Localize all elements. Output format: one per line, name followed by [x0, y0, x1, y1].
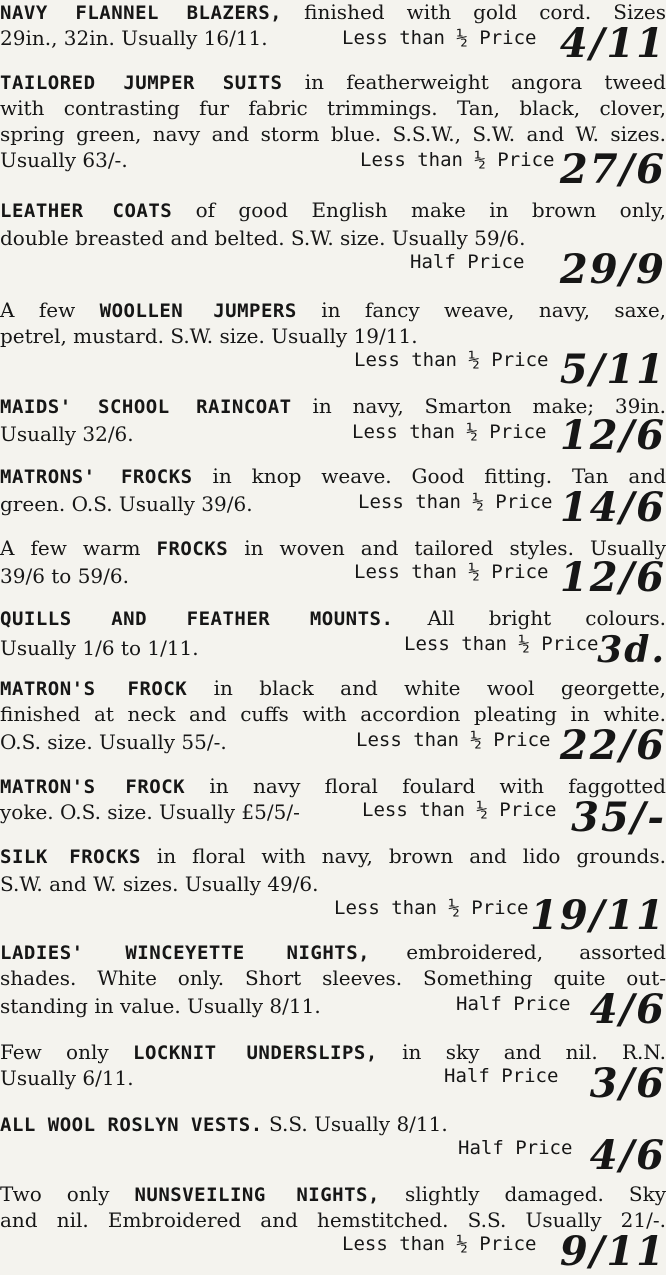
price-label: Half Price: [458, 1137, 573, 1159]
listing-quills-feather-mounts: [0, 606, 666, 672]
price-label: Less than ½ Price: [356, 729, 551, 751]
item-description: A few: [0, 298, 100, 322]
item-description: S.S. Usually 8/11.: [262, 1112, 448, 1136]
sale-price: 19/11: [530, 892, 666, 939]
price-label: Less than ½ Price: [354, 561, 549, 583]
price-label: Less than ½ Price: [358, 491, 553, 513]
price-label: Less than ½ Price: [342, 1233, 537, 1255]
listing-locknit-underslips: [0, 1040, 666, 1110]
sale-price: 12/6: [559, 554, 666, 601]
item-description: All bright colours.: [393, 606, 666, 630]
sale-price: 3/6: [589, 1060, 666, 1107]
price-label: Less than ½ Price: [362, 799, 557, 821]
item-description: in navy, Smarton make; 39in.: [291, 394, 666, 418]
sale-price: 4/6: [589, 1132, 666, 1179]
price-label: Less than ½ Price: [360, 149, 555, 171]
item-description: yoke. O.S. size. Usually £5/5/-: [0, 800, 300, 824]
sale-price: 5/11: [559, 346, 666, 393]
sale-price: 9/11: [559, 1228, 666, 1275]
price-label: Less than ½ Price: [342, 27, 537, 49]
item-heading: MATRONS' FROCKS: [0, 466, 193, 488]
item-description: S.W. and W. sizes. Usually 49/6.: [0, 872, 319, 896]
item-description: in woven and tailored styles. Usually: [228, 536, 666, 560]
item-heading: QUILLS AND FEATHER MOUNTS.: [0, 608, 394, 630]
item-description: in floral with navy, brown and lido grounds.: [140, 844, 666, 868]
item-description: spring green, navy and storm blue. S.S.W., S.W. and W. sizes.: [0, 122, 666, 146]
item-heading: TAILORED JUMPER SUITS: [0, 72, 283, 94]
sale-price: 35/-: [571, 794, 666, 841]
listing-tailored-jumper-suits: [0, 70, 666, 194]
sale-price: 4/11: [559, 20, 666, 67]
price-label: Less than ½ Price: [334, 897, 529, 919]
item-description: with contrasting fur fabric trimmings. Tan, black, clover,: [0, 96, 666, 120]
listing-warm-frocks: [0, 536, 666, 602]
item-heading: LADIES' WINCEYETTE NIGHTS,: [0, 942, 371, 964]
sale-price: 27/6: [559, 146, 666, 193]
listing-navy-flannel-blazers: [0, 0, 666, 66]
listing-matrons-frock-georgette: [0, 676, 666, 770]
item-heading: NAVY FLANNEL BLAZERS,: [0, 2, 283, 24]
item-description: standing in value. Usually 8/11.: [0, 994, 321, 1018]
item-description: 39/6 to 59/6.: [0, 564, 129, 588]
item-description: in fancy weave, navy, saxe,: [296, 298, 666, 322]
item-description: in sky and nil. R.N.: [377, 1040, 666, 1064]
item-heading: LOCKNIT UNDERSLIPS,: [133, 1042, 378, 1064]
item-heading: FROCKS: [156, 538, 229, 560]
item-description: finished at neck and cuffs with accordion pleating in white.: [0, 702, 666, 726]
sale-price: 14/6: [559, 484, 666, 531]
item-description: in featherweight angora tweed: [282, 70, 666, 94]
item-description: shades. White only. Short sleeves. Something quite out-: [0, 966, 666, 990]
item-description: of good English make in brown only,: [172, 198, 666, 222]
item-description: A few warm: [0, 536, 157, 560]
item-heading: NUNSVEILING NIGHTS,: [134, 1184, 380, 1206]
listing-nunsveiling-nights: [0, 1182, 666, 1273]
item-description: Usually 63/-.: [0, 148, 128, 172]
item-description: embroidered, assorted: [370, 940, 666, 964]
sale-price: 29/9: [559, 246, 666, 293]
price-label: Half Price: [444, 1065, 559, 1087]
price-label: Less than ½ Price: [404, 633, 599, 655]
listing-woollen-jumpers: [0, 298, 666, 393]
sale-price: 4/6: [589, 986, 666, 1033]
item-heading: MAIDS' SCHOOL RAINCOAT: [0, 396, 292, 418]
item-heading: ALL WOOL ROSLYN VESTS.: [0, 1114, 263, 1136]
sale-price: 3d.: [597, 629, 666, 671]
item-description: Usually 32/6.: [0, 422, 134, 446]
price-label: Half Price: [410, 251, 525, 273]
item-description: finished with gold cord. Sizes: [282, 0, 666, 24]
listing-matrons-frocks: [0, 464, 666, 530]
item-description: in navy floral foulard with faggotted: [185, 774, 666, 798]
item-description: in black and white wool georgette,: [187, 676, 666, 700]
listing-winceyette-nights: [0, 940, 666, 1034]
item-description: and nil. Embroidered and hemstitched. S.S. Usually 21/-.: [0, 1208, 666, 1232]
listing-maids-school-raincoat: [0, 394, 666, 460]
item-heading: MATRON'S FROCK: [0, 678, 188, 700]
price-label: Less than ½ Price: [352, 421, 547, 443]
item-description: slightly damaged. Sky: [379, 1182, 666, 1206]
listing-matrons-frock-foulard: [0, 774, 666, 841]
item-description: green. O.S. Usually 39/6.: [0, 492, 253, 516]
item-description: in knop weave. Good fitting. Tan and: [192, 464, 666, 488]
listing-leather-coats: [0, 198, 666, 294]
item-heading: SILK FROCKS: [0, 846, 141, 868]
item-description: Usually 1/6 to 1/11.: [0, 636, 199, 660]
item-heading: WOOLLEN JUMPERS: [99, 300, 297, 322]
sale-price: 12/6: [559, 412, 666, 459]
price-label: Less than ½ Price: [354, 349, 549, 371]
price-label: Half Price: [456, 993, 571, 1015]
item-description: Few only: [0, 1040, 133, 1064]
listing-roslyn-vests: [0, 1112, 666, 1178]
listing-silk-frocks: [0, 844, 666, 940]
item-description: O.S. size. Usually 55/-.: [0, 730, 227, 754]
sale-price: 22/6: [559, 722, 666, 769]
item-heading: LEATHER COATS: [0, 200, 173, 222]
item-description: petrel, mustard. S.W. size. Usually 19/11.: [0, 324, 418, 348]
item-description: Usually 6/11.: [0, 1066, 134, 1090]
item-heading: MATRON'S FROCK: [0, 776, 186, 798]
item-description: 29in., 32in. Usually 16/11.: [0, 26, 268, 50]
item-description: double breasted and belted. S.W. size. Usually 59/6.: [0, 226, 526, 250]
item-description: Two only: [0, 1182, 135, 1206]
